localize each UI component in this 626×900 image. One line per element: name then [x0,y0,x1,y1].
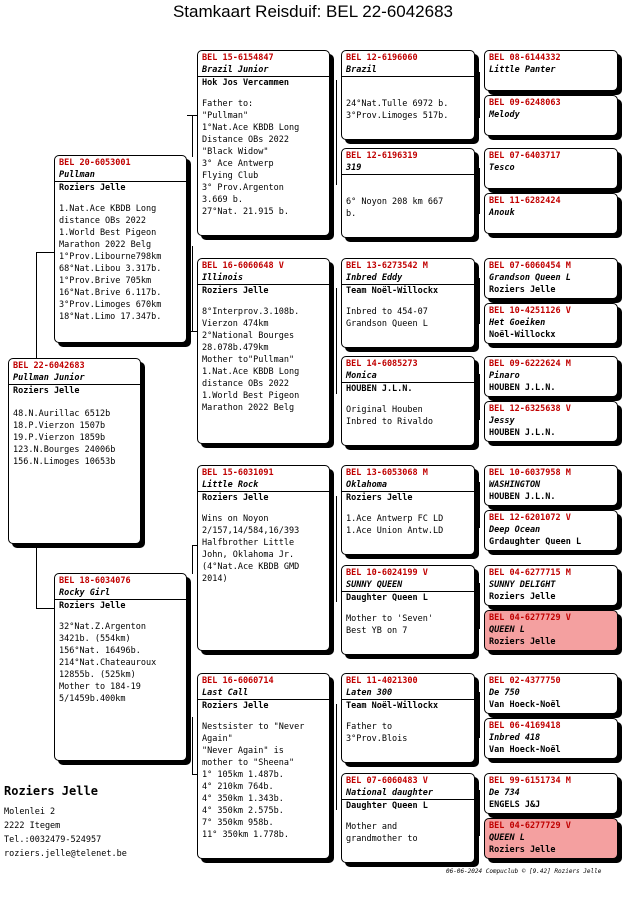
pigeon-owner: Roziers Jelle [9,384,140,397]
connector-line [187,115,197,116]
breeder-city: 2222 Itegem [4,821,61,831]
pigeon-notes [9,397,140,468]
pigeon-name: 319 [346,163,362,173]
note-line: 4° 350km 1.343b. [202,794,284,804]
ring-number: BEL 20-6053001 [59,158,131,168]
note-line: Flying Club [202,171,259,181]
breeder-phone: Tel.:0032479-524957 [4,835,102,845]
note-line: 5/1459b.400km [59,694,126,704]
pigeon-name: SUNNY DELIGHT [489,580,556,590]
pigeon-name: Jessy [489,416,515,426]
note-line: 7° 350km 958b. [202,818,274,828]
note-line: 1.Nat.Ace KBDB Long [202,367,300,377]
pigeon-card-fm[interactable] [197,258,330,444]
pigeon-owner: Roziers Jelle [198,699,329,712]
ring-number: BEL 16-6060714 [202,676,274,686]
ring-number: BEL 11-6282424 [489,196,561,206]
pigeon-card-mfm[interactable] [341,565,475,655]
pigeon-notes [198,297,329,414]
pigeon-owner: HOUBEN J.L.N. [489,383,556,393]
pigeon-name: QUEEN L [489,625,525,635]
pigeon-owner: Daughter Queen L [342,799,474,812]
pigeon-name: Laten 300 [346,688,393,698]
ring-number: BEL 06-4169418 [489,721,561,731]
pigeon-card-father[interactable] [54,155,187,343]
note-line: 2/157,14/584,16/393 [202,526,300,536]
connector-line [192,115,193,157]
note-line: Inbred to 454-07 [346,307,428,317]
pigeon-owner: Roziers Jelle [489,285,556,295]
pigeon-card-fmf[interactable] [341,258,475,348]
note-line: 18°Nat.Limo 17.347b. [59,312,162,322]
ring-number: BEL 12-6196319 [346,151,418,161]
pigeon-name: Brazil Junior [202,65,269,75]
pigeon-card-ff[interactable] [197,50,330,236]
pigeon-card-g1[interactable] [484,50,618,91]
pigeon-card-g2[interactable] [484,95,618,136]
note-line: 1.Ace Union Antw.LD [346,526,444,536]
pigeon-card-mother[interactable] [54,573,187,761]
connector-line [479,168,480,214]
note-line: Again" [202,734,233,744]
note-line: 3.669 b. [202,195,243,205]
pigeon-card-mmf[interactable] [341,673,475,763]
ring-number: BEL 04-6277729 V [489,821,571,831]
ring-number: BEL 04-6277729 V [489,613,571,623]
note-line: (4°Nat.Ace KBDB GMD [202,562,300,572]
ring-number: BEL 09-6248063 [489,98,561,108]
connector-line [336,704,337,810]
ring-number: BEL 13-6053068 M [346,468,428,478]
note-line: Father to: [202,99,254,109]
pigeon-card-g10[interactable] [484,510,618,551]
note-line: 32°Nat.Z.Argenton [59,622,146,632]
note-line: Mother to"Pullman" [202,355,295,365]
pigeon-owner: Roziers Jelle [55,599,186,612]
connector-line [187,331,197,332]
note-line: 4° 210km 764b. [202,782,274,792]
note-line: Inbred to Rivaldo [346,417,433,427]
pigeon-notes [342,297,474,330]
ring-number: BEL 12-6201072 V [489,513,571,523]
ring-number: BEL 02-4377750 [489,676,561,686]
pigeon-owner: Roziers Jelle [198,284,329,297]
connector-line [192,717,193,774]
pigeon-name: Brazil [346,65,377,75]
pigeon-name: Pinaro [489,371,520,381]
breeder-email: roziers.jelle@telenet.be [4,849,127,859]
ring-number: BEL 14-6085273 [346,359,418,369]
note-line: 4° 350km 2.575b. [202,806,284,816]
note-line: grandmother to [346,834,418,844]
note-line: 19.P.Vierzon 1859b [13,433,106,443]
pigeon-card-g7[interactable] [484,356,618,397]
note-line: Nestsister to "Never [202,722,305,732]
pigeon-owner: HOUBEN J.L.N. [342,382,474,395]
pigeon-name: Oklahoma [346,480,387,490]
pigeon-card-g15[interactable] [484,773,618,814]
pigeon-owner: Roziers Jelle [489,845,556,855]
footer-text: 06-06-2024 Compuclub © [9.42] Roziers Jelle [446,868,602,875]
pigeon-owner: Roziers Jelle [489,637,556,647]
ring-number: BEL 08-6144332 [489,53,561,63]
pigeon-owner: HOUBEN J.L.N. [489,428,556,438]
note-line: distance OBs 2022 [202,379,289,389]
note-line: Marathon 2022 Belg [202,403,295,413]
pigeon-name: Het Goeiken [489,318,546,328]
pigeon-card-mf[interactable] [197,465,330,651]
pigeon-name: Anouk [489,208,515,218]
breeder-address: Molenlei 2 [4,807,56,817]
pigeon-name: Inbred 418 [489,733,541,743]
ring-number: BEL 18-6034076 [59,576,131,586]
note-line: 11° 350km 1.778b. [202,830,289,840]
pigeon-owner: Van Hoeck-Noël [489,700,561,710]
pigeon-notes [342,504,474,537]
note-line: 3°Prov.Blois [346,734,408,744]
note-line: 18.P.Vierzon 1507b [13,421,106,431]
pigeon-card-g8[interactable] [484,401,618,442]
pigeon-name: Rocky Girl [59,588,111,598]
ring-number: BEL 07-6060454 M [489,261,571,271]
note-line: 24°Nat.Tulle 6972 b. [346,99,449,109]
ring-number: BEL 04-6277715 M [489,568,571,578]
pigeon-name: Illinois [202,273,243,283]
pigeon-owner [342,76,474,89]
pigeon-owner: Noël-Willockx [489,330,556,340]
note-line: 28.078b.479km [202,343,269,353]
pigeon-owner: Team Noël-Willockx [342,284,474,297]
note-line: 6° Noyon 208 km 667 [346,197,444,207]
note-line: 2014) [202,574,228,584]
connector-line [192,246,193,331]
pigeon-card-g11[interactable] [484,565,618,606]
pigeon-name: Pullman [59,170,95,180]
note-line: 123.N.Bourges 24006b [13,445,116,455]
note-line: 1.Ace Antwerp FC LD [346,514,444,524]
pigeon-notes [55,194,186,323]
pigeon-name: Little Rock [202,480,259,490]
note-line: Mother to 184-19 [59,682,141,692]
pigeon-name: Grandson Queen L [489,273,571,283]
connector-line [479,278,480,324]
ring-number: BEL 07-6060483 V [346,776,428,786]
pigeon-notes [198,504,329,585]
pigeon-name: Pullman Junior [13,373,85,383]
pigeon-name: Inbred Eddy [346,273,403,283]
note-line: Best YB on 7 [346,626,408,636]
pigeon-owner: Team Noël-Willockx [342,699,474,712]
note-line: 1°Prov.Libourne798km [59,252,162,262]
note-line: b. [346,209,357,219]
ring-number: BEL 15-6154847 [202,53,274,63]
ring-number: BEL 13-6273542 M [346,261,428,271]
pigeon-card-g14[interactable] [484,718,618,759]
pigeon-owner: ENGELS J&J [489,800,541,810]
note-line: 156.N.Limoges 10653b [13,457,116,467]
ring-number: BEL 22-6042683 [13,361,85,371]
pigeon-notes [342,187,474,220]
note-line: "Black Widow" [202,147,269,157]
connector-line [479,583,480,629]
ring-number: BEL 15-6031091 [202,468,274,478]
note-line: 1°Prov.Brive 705km [59,276,152,286]
pigeon-owner: Roziers Jelle [342,491,474,504]
pigeon-name: Tesco [489,163,515,173]
ring-number: BEL 11-4021300 [346,676,418,686]
connector-line [479,790,480,836]
connector-line [36,546,37,608]
pigeon-owner: Roziers Jelle [55,181,186,194]
note-line: 3° Prov.Argenton [202,183,284,193]
note-line: 3°Prov.Limoges 670km [59,300,162,310]
pigeon-owner [342,174,474,187]
note-line: 156°Nat. 16496b. [59,646,141,656]
pigeon-notes [342,812,474,845]
note-line: Father to [346,722,393,732]
note-line: Wins on Noyon [202,514,269,524]
note-line: mother to "Sheena" [202,758,295,768]
ring-number: BEL 16-6060648 V [202,261,284,271]
note-line: 16°Nat.Brive 6.117b. [59,288,162,298]
ring-number: BEL 10-6024199 V [346,568,428,578]
note-line: 1°Nat.Ace KBDB Long [202,123,300,133]
connector-line [36,252,37,359]
note-line: Original Houben [346,405,423,415]
note-line: 1.World Best Pigeon [202,391,300,401]
ring-number: BEL 99-6151734 M [489,776,571,786]
note-line: Vierzon 474km [202,319,269,329]
note-line: 3°Prov.Limoges 517b. [346,111,449,121]
pigeon-owner: Daughter Queen L [342,591,474,604]
note-line: distance OBs 2022 [59,216,146,226]
pigeon-notes [342,604,474,637]
note-line: 8°Interprov.3.108b. [202,307,300,317]
connector-line [192,545,193,574]
ring-number: BEL 10-6037958 M [489,468,571,478]
connector-line [336,496,337,602]
pigeon-card-fmm[interactable] [341,356,475,446]
connector-line [336,288,337,394]
note-line: Grandson Queen L [346,319,428,329]
note-line: 214°Nat.Chateauroux [59,658,157,668]
note-line: 3421b. (554km) [59,634,131,644]
pigeon-name: Melody [489,110,520,120]
pigeon-name: Last Call [202,688,249,698]
breeder-name: Roziers Jelle [4,784,98,798]
note-line: 1.World Best Pigeon [59,228,157,238]
note-line: Mother to 'Seven' [346,614,433,624]
pigeon-notes [198,712,329,841]
pigeon-owner: HOUBEN J.L.N. [489,492,556,502]
ring-number: BEL 12-6196060 [346,53,418,63]
pigeon-notes [342,395,474,428]
pigeon-card-g6[interactable] [484,303,618,344]
pigeon-card-mm[interactable] [197,673,330,859]
pigeon-name: WASHINGTON [489,480,541,490]
pigeon-card-mmm[interactable] [341,773,475,863]
note-line: John, Oklahoma Jr. [202,550,295,560]
note-line: "Pullman" [202,111,249,121]
connector-line [336,80,337,185]
pigeon-owner: Roziers Jelle [489,592,556,602]
ring-number: BEL 12-6325638 V [489,404,571,414]
pigeon-card-g4[interactable] [484,193,618,234]
connector-line [479,72,480,118]
pigeon-name: De 750 [489,688,520,698]
pigeon-name: Deep Ocean [489,525,541,535]
pigeon-card-ffm[interactable] [341,148,475,238]
pigeon-card-subject[interactable] [8,358,141,544]
pigeon-card-g5[interactable] [484,258,618,299]
pigeon-name: Little Panter [489,65,556,75]
breeder-info [4,783,127,861]
connector-line [36,252,54,253]
pigeon-notes [342,89,474,122]
pigeon-card-g13[interactable] [484,673,618,714]
note-line: 3° Ace Antwerp [202,159,274,169]
note-line: 12855b. (525km) [59,670,136,680]
note-line: 1.Nat.Ace KBDB Long [59,204,157,214]
note-line: Halfbrother Little [202,538,295,548]
note-line: 1° 105km 1.487b. [202,770,284,780]
pigeon-owner: Hok Jos Vercammen [198,76,329,89]
pigeon-card-g3[interactable] [484,148,618,189]
pigeon-notes [342,712,474,745]
pigeon-name: Monica [346,371,377,381]
note-line: 48.N.Aurillac 6512b [13,409,111,419]
pigeon-card-fff[interactable] [341,50,475,140]
note-line: 68°Nat.Libou 3.317b. [59,264,162,274]
pigeon-owner: Van Hoeck-Noël [489,745,561,755]
connector-line [479,692,480,738]
pigeon-card-g12[interactable] [484,610,618,651]
pigeon-card-g16[interactable] [484,818,618,859]
connector-line [479,482,480,528]
ring-number: BEL 10-4251126 V [489,306,571,316]
pigeon-name: National daughter [346,788,433,798]
note-line: Mother and [346,822,398,832]
pigeon-notes [55,612,186,705]
connector-line [36,608,54,609]
pigeon-name: QUEEN L [489,833,525,843]
note-line: 27°Nat. 21.915 b. [202,207,289,217]
pigeon-card-g9[interactable] [484,465,618,506]
ring-number: BEL 07-6403717 [489,151,561,161]
note-line: Marathon 2022 Belg [59,240,152,250]
pigeon-card-mff[interactable] [341,465,475,555]
pigeon-owner: Roziers Jelle [198,491,329,504]
pigeon-notes [198,89,329,218]
note-line: "Never Again" is [202,746,284,756]
pigeon-owner: Grdaughter Queen L [489,537,582,547]
pigeon-name: De 734 [489,788,520,798]
note-line: 2°National Bourges [202,331,295,341]
connector-line [479,374,480,420]
pigeon-name: SUNNY QUEEN [346,580,403,590]
page-title: Stamkaart Reisduif: BEL 22-6042683 [172,2,454,21]
ring-number: BEL 09-6222624 M [489,359,571,369]
note-line: Distance OBs 2022 [202,135,289,145]
